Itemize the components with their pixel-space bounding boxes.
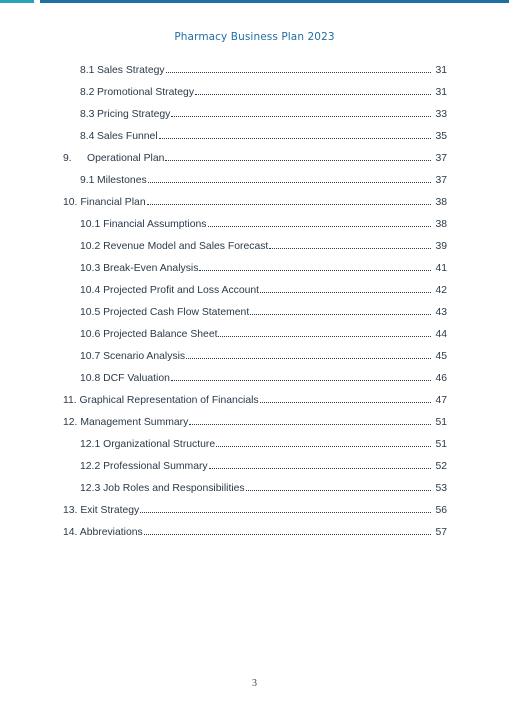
toc-entry-title: 12. Management Summary bbox=[63, 416, 189, 428]
dot-leader bbox=[218, 327, 431, 337]
toc-entry-title: Pricing Strategy bbox=[97, 108, 171, 120]
toc-entry-sales-strategy[interactable] bbox=[80, 59, 447, 81]
toc-entry-scenario-analysis[interactable] bbox=[80, 345, 447, 367]
dot-leader bbox=[140, 503, 431, 513]
toc-entry-number: 8.2 bbox=[80, 86, 95, 98]
toc-entry-title: 11. Graphical Representation of Financials bbox=[63, 394, 259, 406]
toc-entry-title: Sales Strategy bbox=[97, 64, 165, 76]
toc-entry-page: 38 bbox=[435, 196, 447, 208]
toc-entry-title: 10.6 Projected Balance Sheet bbox=[80, 328, 218, 340]
toc-entry-break-even-analysis[interactable] bbox=[80, 257, 447, 279]
toc-entry-financial-assumptions[interactable] bbox=[80, 213, 447, 235]
dot-leader bbox=[144, 525, 431, 535]
toc-entry-pricing-strategy[interactable] bbox=[80, 103, 447, 125]
toc-entry-title: Promotional Strategy bbox=[97, 86, 195, 98]
toc-entry-title: 14. Abbreviations bbox=[63, 526, 143, 538]
toc-entry-title: Sales Funnel bbox=[97, 130, 158, 142]
toc-entry-title: 10.5 Projected Cash Flow Statement bbox=[80, 306, 250, 318]
toc-entry-page: 33 bbox=[435, 108, 447, 120]
dot-leader bbox=[147, 195, 431, 205]
toc-entry-dcf-valuation[interactable] bbox=[80, 367, 447, 389]
page-number: 3 bbox=[252, 678, 257, 689]
dot-leader bbox=[269, 239, 431, 249]
toc-entry-page: 38 bbox=[435, 218, 447, 230]
toc-entry-page: 42 bbox=[435, 284, 447, 296]
toc-entry-abbreviations[interactable] bbox=[63, 521, 447, 543]
toc-entry-revenue-model[interactable] bbox=[80, 235, 447, 257]
dot-leader bbox=[246, 481, 431, 491]
dot-leader bbox=[165, 151, 431, 161]
dot-leader bbox=[250, 305, 431, 315]
toc-entry-title: 10. Financial Plan bbox=[63, 196, 146, 208]
toc-entry-page: 44 bbox=[435, 328, 447, 340]
toc-entry-page: 39 bbox=[435, 240, 447, 252]
toc-entry-page: 31 bbox=[435, 86, 447, 98]
toc-entry-management-summary[interactable] bbox=[63, 411, 447, 433]
toc-entry-title: Milestones bbox=[97, 174, 147, 186]
toc-entry-title: Operational Plan bbox=[87, 152, 165, 164]
toc-entry-title: 10.1 Financial Assumptions bbox=[80, 218, 207, 230]
toc-entry-milestones[interactable] bbox=[80, 169, 447, 191]
toc-entry-title: 10.3 Break-Even Analysis bbox=[80, 262, 199, 274]
toc-entry-organizational-structure[interactable] bbox=[80, 433, 447, 455]
toc-entry-page: 53 bbox=[435, 482, 447, 494]
toc-entry-title: 12.2 Professional Summary bbox=[80, 460, 208, 472]
dot-leader bbox=[166, 63, 431, 73]
toc-entry-exit-strategy[interactable] bbox=[63, 499, 447, 521]
toc-entry-title: 12.3 Job Roles and Responsibilities bbox=[80, 482, 245, 494]
toc-entry-profit-and-loss[interactable] bbox=[80, 279, 447, 301]
dot-leader bbox=[189, 415, 431, 425]
toc-entry-job-roles[interactable] bbox=[80, 477, 447, 499]
toc-entry-page: 47 bbox=[435, 394, 447, 406]
dot-leader bbox=[208, 217, 432, 227]
toc-entry-cash-flow-statement[interactable] bbox=[80, 301, 447, 323]
toc-entry-number: 8.3 bbox=[80, 108, 95, 120]
toc-entry-page: 46 bbox=[435, 372, 447, 384]
toc-entry-promotional-strategy[interactable] bbox=[80, 81, 447, 103]
toc-entry-number: 9.1 bbox=[80, 174, 95, 186]
toc-entry-title: 10.8 DCF Valuation bbox=[80, 372, 170, 384]
dot-leader bbox=[260, 393, 431, 403]
toc-entry-professional-summary[interactable] bbox=[80, 455, 447, 477]
dot-leader bbox=[148, 173, 431, 183]
dot-leader bbox=[199, 261, 431, 271]
toc-entry-number: 8.1 bbox=[80, 64, 95, 76]
toc-entry-page: 43 bbox=[435, 306, 447, 318]
header-accent-bar-left bbox=[0, 0, 34, 3]
toc-entry-page: 57 bbox=[435, 526, 447, 538]
toc-entry-page: 56 bbox=[435, 504, 447, 516]
toc-entry-page: 51 bbox=[435, 416, 447, 428]
toc-entry-title: 10.7 Scenario Analysis bbox=[80, 350, 186, 362]
header-accent-bar-right bbox=[40, 0, 509, 3]
dot-leader bbox=[171, 371, 431, 381]
dot-leader bbox=[171, 107, 431, 117]
dot-leader bbox=[195, 85, 431, 95]
dot-leader bbox=[209, 459, 431, 469]
dot-leader bbox=[216, 437, 431, 447]
toc-entry-operational-plan[interactable] bbox=[63, 147, 447, 169]
toc-entry-page: 31 bbox=[435, 64, 447, 76]
toc-entry-number: 8.4 bbox=[80, 130, 95, 142]
toc-entry-title: 10.2 Revenue Model and Sales Forecast bbox=[80, 240, 269, 252]
toc-entry-number: 9. bbox=[63, 152, 72, 164]
toc-entry-graphical-representation[interactable] bbox=[63, 389, 447, 411]
dot-leader bbox=[186, 349, 431, 359]
dot-leader bbox=[260, 283, 431, 293]
toc-entry-page: 45 bbox=[435, 350, 447, 362]
toc-entry-page: 37 bbox=[435, 152, 447, 164]
running-header-title: Pharmacy Business Plan 2023 bbox=[174, 31, 335, 43]
toc-entry-financial-plan[interactable] bbox=[63, 191, 447, 213]
dot-leader bbox=[159, 129, 431, 139]
toc-entry-title: 10.4 Projected Profit and Loss Account bbox=[80, 284, 260, 296]
toc-entry-sales-funnel[interactable] bbox=[80, 125, 447, 147]
toc-entry-title: 13. Exit Strategy bbox=[63, 504, 140, 516]
toc-entry-page: 35 bbox=[435, 130, 447, 142]
toc-entry-page: 37 bbox=[435, 174, 447, 186]
toc-entry-title: 12.1 Organizational Structure bbox=[80, 438, 216, 450]
toc-entry-page: 52 bbox=[435, 460, 447, 472]
toc-entry-page: 41 bbox=[435, 262, 447, 274]
toc-entry-page: 51 bbox=[435, 438, 447, 450]
toc-entry-balance-sheet[interactable] bbox=[80, 323, 447, 345]
